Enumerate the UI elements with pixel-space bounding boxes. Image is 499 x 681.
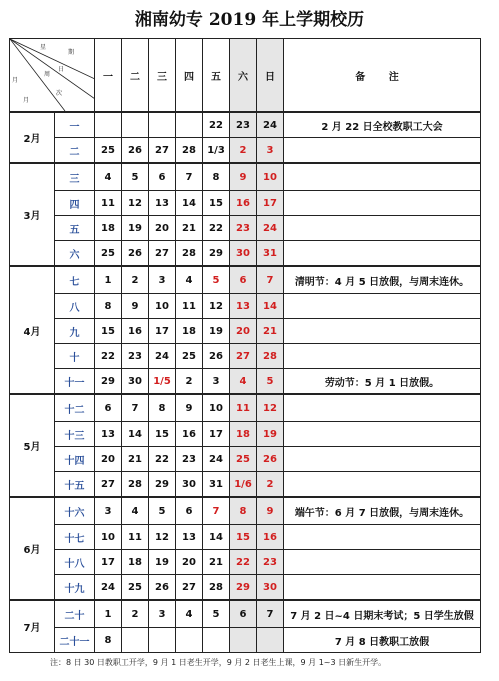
day-cell: 6 [95, 394, 122, 422]
remark-cell: 劳动节：5 月 1 日放假。 [284, 369, 481, 395]
remark-cell [284, 191, 481, 216]
day-cell: 23 [257, 550, 284, 575]
day-cell: 3 [257, 138, 284, 164]
day-cell: 24 [149, 344, 176, 369]
calendar-row [10, 575, 481, 601]
remark-cell [284, 447, 481, 472]
day-cell [176, 628, 203, 653]
day-cell: 1 [95, 600, 122, 628]
day-cell: 7 [122, 394, 149, 422]
weekday-header: 一 [95, 39, 122, 113]
month-label: 5月 [10, 394, 55, 497]
day-cell: 2 [122, 600, 149, 628]
day-cell: 29 [95, 369, 122, 395]
day-cell: 12 [149, 525, 176, 550]
remark-cell: 端午节：6 月 7 日放假，与周末连休。 [284, 497, 481, 525]
week-number: 一 [55, 112, 95, 138]
day-cell: 1/5 [149, 369, 176, 395]
day-cell: 31 [203, 472, 230, 498]
weekday-header: 三 [149, 39, 176, 113]
day-cell: 1/3 [203, 138, 230, 164]
day-cell: 28 [176, 241, 203, 267]
remark-cell [284, 163, 481, 191]
day-cell: 28 [176, 138, 203, 164]
day-cell: 3 [149, 266, 176, 294]
week-number: 二十一 [55, 628, 95, 653]
day-cell: 4 [176, 600, 203, 628]
calendar-row [10, 163, 481, 191]
day-cell: 8 [230, 497, 257, 525]
remark-cell [284, 575, 481, 601]
calendar-row [10, 600, 481, 628]
day-cell: 5 [122, 163, 149, 191]
corner-label: 月 [12, 77, 19, 84]
day-cell: 25 [95, 138, 122, 164]
weekday-header: 二 [122, 39, 149, 113]
day-cell: 2 [176, 369, 203, 395]
calendar-row [10, 216, 481, 241]
day-cell: 3 [149, 600, 176, 628]
day-cell: 12 [203, 294, 230, 319]
day-cell: 2 [230, 138, 257, 164]
day-cell: 4 [95, 163, 122, 191]
day-cell: 20 [176, 550, 203, 575]
day-cell: 6 [230, 600, 257, 628]
day-cell: 6 [176, 497, 203, 525]
calendar-row [10, 394, 481, 422]
day-cell: 14 [122, 422, 149, 447]
day-cell: 4 [122, 497, 149, 525]
day-cell: 30 [176, 472, 203, 498]
day-cell: 8 [95, 294, 122, 319]
day-cell: 19 [203, 319, 230, 344]
day-cell: 3 [203, 369, 230, 395]
week-number: 十四 [55, 447, 95, 472]
calendar-row [10, 628, 481, 653]
calendar-row [10, 344, 481, 369]
day-cell: 21 [203, 550, 230, 575]
day-cell [122, 628, 149, 653]
day-cell: 15 [203, 191, 230, 216]
remark-cell [284, 472, 481, 498]
day-cell: 21 [257, 319, 284, 344]
day-cell: 23 [230, 112, 257, 138]
remark-cell [284, 216, 481, 241]
week-number: 十一 [55, 369, 95, 395]
calendar-row [10, 191, 481, 216]
day-cell: 21 [176, 216, 203, 241]
calendar-row [10, 112, 481, 138]
day-cell: 27 [230, 344, 257, 369]
day-cell [149, 112, 176, 138]
remark-cell [284, 422, 481, 447]
day-cell: 9 [122, 294, 149, 319]
day-cell: 26 [203, 344, 230, 369]
day-cell: 19 [257, 422, 284, 447]
day-cell: 9 [257, 497, 284, 525]
day-cell: 2 [257, 472, 284, 498]
day-cell: 18 [230, 422, 257, 447]
day-cell [203, 628, 230, 653]
day-cell: 16 [257, 525, 284, 550]
day-cell: 10 [149, 294, 176, 319]
day-cell: 5 [257, 369, 284, 395]
week-number: 九 [55, 319, 95, 344]
calendar-table [9, 38, 481, 653]
calendar-row [10, 138, 481, 164]
month-label: 6月 [10, 497, 55, 600]
day-cell: 22 [230, 550, 257, 575]
remark-cell: 2 月 22 日全校教职工大会 [284, 112, 481, 138]
remark-cell: 7 月 2 日~4 日期末考试；5 日学生放假 [284, 600, 481, 628]
day-cell: 4 [176, 266, 203, 294]
week-number: 二十 [55, 600, 95, 628]
month-label: 7月 [10, 600, 55, 653]
calendar-row [10, 497, 481, 525]
day-cell: 17 [203, 422, 230, 447]
month-label: 3月 [10, 163, 55, 266]
day-cell: 25 [122, 575, 149, 601]
weekday-header: 五 [203, 39, 230, 113]
day-cell: 22 [149, 447, 176, 472]
day-cell: 17 [257, 191, 284, 216]
day-cell: 22 [203, 216, 230, 241]
day-cell: 20 [95, 447, 122, 472]
day-cell: 5 [203, 600, 230, 628]
corner-label: 月 [23, 97, 30, 104]
day-cell: 25 [95, 241, 122, 267]
calendar-row [10, 369, 481, 395]
day-cell: 8 [203, 163, 230, 191]
day-cell: 15 [95, 319, 122, 344]
day-cell: 7 [257, 600, 284, 628]
day-cell: 3 [95, 497, 122, 525]
day-cell: 11 [122, 525, 149, 550]
day-cell: 4 [230, 369, 257, 395]
day-cell: 24 [203, 447, 230, 472]
week-number: 七 [55, 266, 95, 294]
day-cell: 13 [95, 422, 122, 447]
page-title: 湘南幼专 2019 年上学期校历 [134, 10, 365, 30]
day-cell: 1 [95, 266, 122, 294]
day-cell: 13 [176, 525, 203, 550]
day-cell: 18 [176, 319, 203, 344]
day-cell [176, 112, 203, 138]
remark-cell [284, 319, 481, 344]
day-cell: 19 [149, 550, 176, 575]
day-cell [257, 628, 284, 653]
day-cell: 13 [149, 191, 176, 216]
day-cell: 11 [230, 394, 257, 422]
week-number: 十六 [55, 497, 95, 525]
day-cell: 24 [257, 216, 284, 241]
day-cell: 13 [230, 294, 257, 319]
day-cell: 30 [230, 241, 257, 267]
day-cell: 1/6 [230, 472, 257, 498]
day-cell: 5 [149, 497, 176, 525]
day-cell: 24 [95, 575, 122, 601]
day-cell: 29 [203, 241, 230, 267]
remark-cell [284, 241, 481, 267]
day-cell: 8 [149, 394, 176, 422]
day-cell: 10 [257, 163, 284, 191]
corner-label: 期 [68, 49, 75, 56]
week-number: 十 [55, 344, 95, 369]
day-cell: 18 [95, 216, 122, 241]
remark-cell [284, 344, 481, 369]
day-cell: 12 [122, 191, 149, 216]
day-cell: 28 [203, 575, 230, 601]
week-number: 十七 [55, 525, 95, 550]
day-cell: 28 [122, 472, 149, 498]
corner-label: 日 [58, 66, 65, 73]
day-cell: 9 [230, 163, 257, 191]
day-cell: 15 [149, 422, 176, 447]
day-cell: 24 [257, 112, 284, 138]
month-label: 4月 [10, 266, 55, 394]
day-cell: 14 [203, 525, 230, 550]
day-cell: 14 [176, 191, 203, 216]
calendar-row [10, 241, 481, 267]
week-number: 八 [55, 294, 95, 319]
footnote: 注：8 日 30 日教职工开学，9 月 1 日老生开学，9 月 2 日老生上课，9 月 1~3 日新生开学。 [50, 658, 387, 667]
day-cell: 29 [149, 472, 176, 498]
day-cell: 22 [203, 112, 230, 138]
week-number: 二 [55, 138, 95, 164]
day-cell: 23 [176, 447, 203, 472]
remark-cell [284, 294, 481, 319]
day-cell: 6 [149, 163, 176, 191]
day-cell: 27 [176, 575, 203, 601]
remark-cell [284, 394, 481, 422]
remark-cell [284, 550, 481, 575]
week-number: 五 [55, 216, 95, 241]
day-cell: 27 [149, 138, 176, 164]
day-cell: 7 [176, 163, 203, 191]
remark-cell [284, 525, 481, 550]
weekday-header: 六 [230, 39, 257, 113]
day-cell: 6 [230, 266, 257, 294]
day-cell: 16 [122, 319, 149, 344]
day-cell: 14 [257, 294, 284, 319]
day-cell [95, 112, 122, 138]
week-number: 十九 [55, 575, 95, 601]
day-cell [149, 628, 176, 653]
day-cell: 17 [95, 550, 122, 575]
day-cell: 16 [230, 191, 257, 216]
week-number: 十五 [55, 472, 95, 498]
day-cell: 7 [257, 266, 284, 294]
day-cell: 28 [257, 344, 284, 369]
day-cell: 10 [203, 394, 230, 422]
remarks-header: 备 注 [284, 39, 481, 113]
calendar-row [10, 550, 481, 575]
week-number: 十二 [55, 394, 95, 422]
weekday-header: 日 [257, 39, 284, 113]
day-cell: 29 [230, 575, 257, 601]
calendar-row [10, 319, 481, 344]
day-cell: 9 [176, 394, 203, 422]
week-number: 四 [55, 191, 95, 216]
day-cell: 21 [122, 447, 149, 472]
day-cell: 27 [149, 241, 176, 267]
day-cell: 12 [257, 394, 284, 422]
week-number: 六 [55, 241, 95, 267]
week-number: 三 [55, 163, 95, 191]
day-cell: 16 [176, 422, 203, 447]
corner-label: 次 [56, 90, 63, 97]
day-cell: 2 [122, 266, 149, 294]
remark-cell: 7 月 8 日教职工放假 [284, 628, 481, 653]
corner-label: 周 [44, 71, 51, 78]
day-cell: 8 [95, 628, 122, 653]
day-cell: 27 [95, 472, 122, 498]
weekday-header: 四 [176, 39, 203, 113]
day-cell: 31 [257, 241, 284, 267]
calendar-row [10, 472, 481, 498]
day-cell: 23 [230, 216, 257, 241]
calendar-row [10, 525, 481, 550]
remark-cell [284, 138, 481, 164]
day-cell: 20 [230, 319, 257, 344]
day-cell: 18 [122, 550, 149, 575]
day-cell: 26 [122, 138, 149, 164]
day-cell [230, 628, 257, 653]
month-label: 2月 [10, 112, 55, 163]
remark-cell: 清明节：4 月 5 日放假，与周末连休。 [284, 266, 481, 294]
calendar-row [10, 294, 481, 319]
day-cell: 26 [257, 447, 284, 472]
day-cell [122, 112, 149, 138]
day-cell: 25 [230, 447, 257, 472]
day-cell: 10 [95, 525, 122, 550]
corner-header [10, 39, 95, 113]
day-cell: 30 [122, 369, 149, 395]
week-number: 十八 [55, 550, 95, 575]
day-cell: 25 [176, 344, 203, 369]
day-cell: 20 [149, 216, 176, 241]
day-cell: 15 [230, 525, 257, 550]
day-cell: 5 [203, 266, 230, 294]
calendar-row [10, 266, 481, 294]
day-cell: 7 [203, 497, 230, 525]
day-cell: 17 [149, 319, 176, 344]
day-cell: 26 [122, 241, 149, 267]
corner-label: 星 [40, 44, 47, 51]
day-cell: 22 [95, 344, 122, 369]
day-cell: 19 [122, 216, 149, 241]
calendar-row [10, 447, 481, 472]
week-number: 十三 [55, 422, 95, 447]
day-cell: 11 [95, 191, 122, 216]
day-cell: 26 [149, 575, 176, 601]
day-cell: 30 [257, 575, 284, 601]
calendar-row [10, 422, 481, 447]
day-cell: 11 [176, 294, 203, 319]
day-cell: 23 [122, 344, 149, 369]
